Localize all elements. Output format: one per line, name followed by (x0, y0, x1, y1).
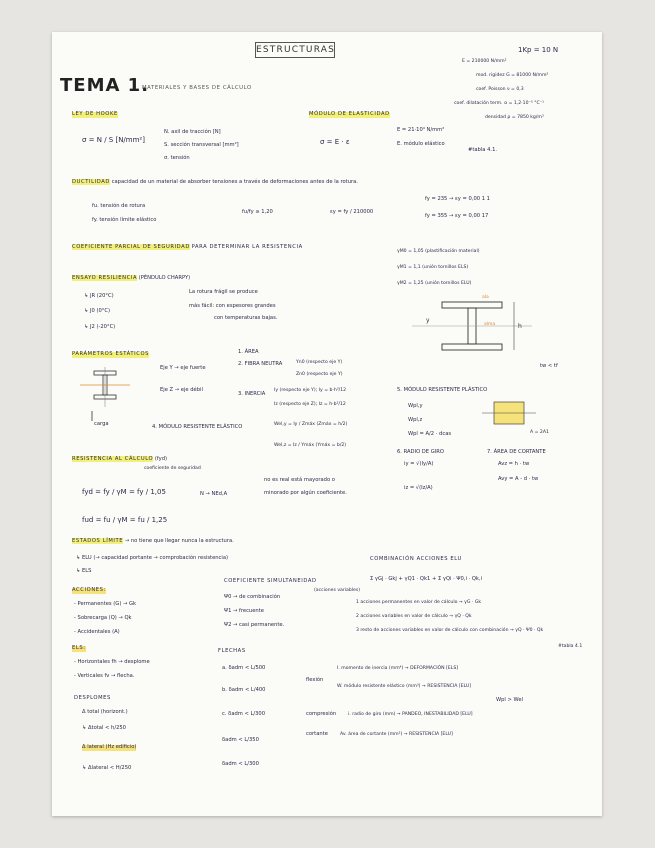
els-heading: ELS: (72, 645, 86, 651)
els-cort1: Av. área de cortante (mm²) → RESISTENCIA [ELU] (340, 732, 453, 737)
ductility-fy355: fy = 355 → εy = 0,00 17 (425, 213, 489, 219)
ductility-row (72, 180, 358, 186)
static-p3: 3. INERCIA (238, 391, 266, 397)
svg-text:h: h (518, 323, 522, 330)
els-h250: ↳ Δtotal < h/250 (82, 725, 126, 731)
static-strong: Eje Y → eje fuerte (160, 365, 206, 371)
tema-subtitle: MATERIALES Y BASES DE CÁLCULO (142, 85, 252, 91)
svg-text:ala: ala (482, 295, 489, 300)
hooke-n: N. axil de tracción [N] (164, 129, 221, 135)
resilience-pend: (PÉNDULO CHARPY) (138, 275, 191, 281)
els-comp: compresión (306, 711, 337, 717)
static-p4b: Wel,z = Iz / Ymáx (Ymáx = b/2) (274, 443, 347, 448)
ductility-ratio: fu/fy ≥ 1,20 (242, 209, 273, 215)
action-a: - Accidentales (A) (74, 629, 120, 635)
static-p1: 1. ÁREA (238, 349, 259, 355)
static-p6a: iy = √(Iy/A) (404, 461, 434, 467)
elasticity-formula: σ = E · ε (320, 138, 350, 146)
hooke-heading: LEY DE HOOKE (72, 111, 118, 117)
calc-fud-formula: fud = fu / γM = fu / 1,25 (82, 516, 168, 524)
ibeam-diagram (412, 294, 552, 364)
els-comp1: i. radio de giro (mm) → PANDEO, INESTABILIDAD [ELU] (348, 712, 473, 717)
ductility-def: capacidad de un material de absorber tensiones a través de deformaciones antes de la rotura. (111, 179, 358, 185)
static-p6b: iz = √(Iz/A) (404, 485, 433, 491)
actions-heading: ACCIONES: (72, 587, 106, 593)
simul-psi2: Ψ2 → casi permanente. (224, 622, 285, 628)
static-p6: 6. RADIO DE GIRO (397, 449, 444, 455)
els-wpl: Wpl > Wel (496, 697, 523, 703)
calc-ned: N → NEd,A (200, 491, 228, 497)
static-p2b: Zn0 (respecto eje Y) (296, 372, 343, 377)
els-flex1: I. momento de inercia (mm⁴) → DEFORMACIÓN [ELS] (337, 666, 459, 671)
calc-ned-b: minorado por algún coeficiente. (264, 490, 347, 496)
calc-fyd-formula: fyd = fy / γM = fy / 1,05 (82, 488, 166, 496)
hooke-s: S. sección transversal [mm²] (164, 142, 239, 148)
els-v: - Verticales fv → flecha. (74, 673, 135, 679)
elasticity-e: E = 21·10⁴ N/mm² (397, 127, 445, 133)
prop-v: coef. Poisson ν = 0,3 (476, 87, 524, 92)
els-fb: b. δadm < L/400 (222, 687, 266, 693)
comb-heading: COMBINACIÓN ACCIONES ELU (370, 556, 462, 562)
simul-heading: COEFICIENTE SIMULTANEIDAD (224, 578, 317, 584)
comb-1: 1 acciones permanentes en valor de cálculo → γG · Gk (356, 600, 482, 605)
els-lat: Δ lateral (Hz edificio) (82, 744, 137, 750)
prop-g: mod. rigidez G = 81000 N/mm² (476, 73, 549, 78)
resilience-r2: ↳ J0 (0°C) (84, 308, 111, 314)
els-fc: c. δadm < L/300 (222, 711, 266, 717)
notes-page (52, 32, 602, 816)
safety-row (72, 245, 303, 251)
els-hh250: ↳ Δlateral < H/250 (82, 765, 132, 771)
resilience-r1: ↳ JR (20°C) (84, 293, 114, 299)
limit-row (72, 539, 234, 545)
calc-heading: RESISTENCIA AL CÁLCULO (72, 456, 154, 462)
safety-rest: PARA DETERMINAR LA RESISTENCIA (191, 244, 303, 250)
els-total: Δ total (horizont.) (82, 709, 128, 715)
static-p7a: Avz = h · tw (498, 461, 530, 467)
els-flex2: W. módulo resistente elástico (mm³) → RESISTENCIA [ELU] (337, 684, 471, 689)
ductility-heading: DUCTILIDAD (72, 179, 110, 185)
calc-ned-a: no es real está mayorado o (264, 477, 335, 483)
static-p4a: Wel,y = Iy / Zmáx (Zmáx = h/2) (274, 422, 348, 427)
simul-psi0: Ψ0 → de combinación (224, 594, 281, 600)
static-p5: 5. MÓDULO RESISTENTE PLÁSTICO (397, 387, 488, 393)
safety-g0: γM0 = 1,05 (plastificación material) (397, 249, 480, 254)
els-flex: flexión (306, 677, 324, 683)
title-box: ESTRUCTURAS (255, 42, 335, 58)
prop-e: E = 210000 N/mm² (462, 59, 507, 64)
safety-g2: γM2 = 1,25 (unión tornillos ELU) (397, 281, 472, 286)
static-p2a: Yn0 (respecto eje Y) (296, 360, 343, 365)
simul-psi1: Ψ1 → frecuente (224, 608, 264, 614)
static-area2: A = 2A1 (530, 430, 549, 435)
limit-def: → no tiene que llegar nunca la estructura. (124, 538, 234, 544)
calc-coef: coeficiente de seguridad (144, 466, 201, 471)
resilience-n3: con temperaturas bajas. (214, 315, 278, 321)
hooke-sigma: σ. tensión (164, 155, 190, 161)
ductility-fy: fy. tensión límite elástico (92, 217, 157, 223)
simul-psi0-note: (acciones variables) (314, 588, 361, 593)
static-heading: PARÁMETROS ESTÁTICOS (72, 351, 150, 357)
svg-text:alma: alma (484, 322, 496, 327)
static-p7b: Avy = A - d · tw (498, 476, 539, 482)
static-p2: 2. FIBRA NEUTRA (238, 361, 283, 367)
prop-a: coef. dilatación term. α = 1,2·10⁻⁵ °C⁻¹ (454, 101, 544, 106)
ibeam-small-icon (80, 367, 140, 427)
comb-2: 2 acciones variables en valor de cálculo → γQ · Qk (356, 614, 472, 619)
ductility-fu: fu. tensión de rotura (92, 203, 146, 209)
kp-note: 1Kp = 10 N (518, 46, 559, 54)
ductility-fy235: fy = 235 → εy = 0,00 1 1 (425, 196, 490, 202)
limit-els: ↳ ELS (76, 568, 92, 574)
static-load: carga (94, 421, 109, 427)
plastic-section-diagram (482, 398, 552, 428)
elasticity-table: #tabla 4.1. (468, 147, 498, 153)
calc-row (72, 457, 167, 463)
els-fle: FLECHAS (218, 648, 246, 654)
static-p3b: Iz (respecto eje Z); Iz = h·b³/12 (274, 402, 346, 407)
safety-heading: COEFICIENTE PARCIAL DE SEGURIDAD (72, 244, 190, 250)
limit-heading: ESTADOS LÍMITE (72, 538, 124, 544)
static-weak: Eje Z → eje débil (160, 387, 203, 393)
resilience-heading: ENSAYO RESILIENCIA (72, 275, 138, 281)
svg-text:y: y (426, 317, 430, 324)
els-cort: cortante (306, 731, 328, 737)
els-fd: δadm < L/350 (222, 737, 259, 743)
els-fe: δadm < L/300 (222, 761, 259, 767)
action-g: - Permanentes (G) → Gk (74, 601, 137, 607)
resilience-r3: ↳ J2 (-20°C) (84, 324, 116, 330)
els-disp: DESPLOMES (74, 695, 111, 701)
els-h: - Horizontales fh → desplome (74, 659, 150, 665)
static-p4: 4. MÓDULO RESISTENTE ELÁSTICO (152, 424, 243, 430)
tema-title: TEMA 1. (60, 75, 150, 96)
resilience-n2: más fácil: con espesores grandes (189, 303, 276, 309)
static-p3a: Iy (respecto eje Y); Iy = b·h³/12 (274, 388, 347, 393)
static-p5b: Wpl,z (408, 417, 423, 423)
static-p5a: Wpl,y (408, 403, 423, 409)
els-fa: a. δadm < L/500 (222, 665, 266, 671)
prop-p: densidad ρ = 7850 kg/m³ (485, 115, 544, 120)
resilience-row (72, 276, 190, 282)
calc-fyd: (fyd) (154, 456, 168, 462)
comb-formula: Σ γGj · Gkj + γQ1 · Qk1 + Σ γQi · Ψ0,i · Qk,i (370, 576, 483, 582)
comb-3: 3 resto de acciones variables en valor de cálculo con combinación → γQ · Ψ0 · Qk (356, 628, 544, 633)
ductility-eps: εy = fy / 210000 (330, 209, 374, 215)
hooke-formula: σ = N / S [N/mm²] (82, 136, 145, 144)
safety-g1: γM1 = 1,1 (unión tornillos ELS) (397, 265, 469, 270)
limit-elu: ↳ ELU (→ capacidad portante → comprobación resistencia) (76, 555, 229, 561)
elasticity-heading: MÓDULO DE ELASTICIDAD (309, 111, 390, 117)
resilience-n1: La rotura frágil se produce (189, 289, 258, 295)
comb-tabla: #tabla 4.1 (558, 644, 583, 649)
static-p7: 7. ÁREA DE CORTANTE (487, 449, 546, 455)
tw-lt-tf: tw < tf (540, 363, 558, 369)
action-q: - Sobrecarga (Q) → Qk (74, 615, 132, 621)
elasticity-elabel: E. módulo elástico (397, 141, 445, 147)
static-p5c: Wpl = A/2 · dcas (408, 431, 452, 437)
